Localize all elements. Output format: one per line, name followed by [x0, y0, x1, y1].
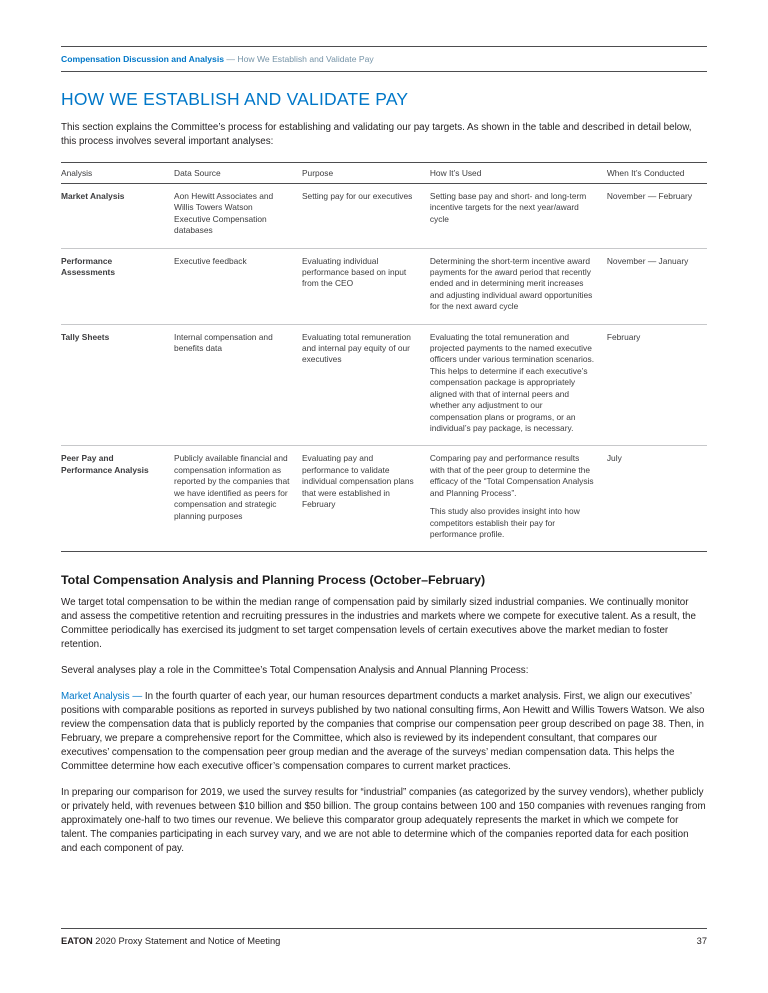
section-paragraph-2: Several analyses play a role in the Committee’s Total Compensation Analysis and Annual Planning Process: — [61, 665, 529, 677]
cell-purpose: Evaluating total remuneration and internal pay equity of our executives — [302, 324, 430, 446]
table-header-row — [61, 162, 707, 183]
market-analysis-paragraph — [61, 690, 707, 774]
cell-data-source: Publicly available financial and compensation information as reported by the companies that we have identified as peers for compensation and strategic planning purposes — [174, 446, 302, 552]
footer-text: 2020 Proxy Statement and Notice of Meeting — [92, 936, 281, 946]
column-header-analysis: Analysis — [61, 162, 174, 183]
page-number: 37 — [696, 936, 707, 946]
cell-how-used — [430, 446, 607, 552]
market-analysis-lead: Market Analysis — — [61, 691, 145, 703]
cell-how-used: Determining the short-term incentive award payments for the award period that recently ended and in determining merit increases and adjusting individual award opportunities for the next award cycle — [430, 248, 607, 324]
intro-paragraph: This section explains the Committee’s process for establishing and validating our pay targets. As shown in the table and described in detail below, this process involves several important analyses: — [61, 122, 692, 147]
cell-purpose: Evaluating individual performance based on input from the CEO — [302, 248, 430, 324]
cell-when: November — January — [607, 248, 707, 324]
section-paragraph-4: In preparing our comparison for 2019, we used the survey results for “industrial” companies (as categorized by the survey vendors), whether publicly or privately held, with revenues between $10 billion and $50 billion. The group contains between 100 and 150 companies with revenues ranging from approximately one-half to two times our revenue. We believe this comparator group adequately represents the market in which we compete for talent. The companies participating in each survey vary, and we are not able to determine which of the companies reported data for each position and each component of pay. — [61, 787, 706, 855]
cell-data-source: Aon Hewitt Associates and Willis Towers Watson Executive Compensation databases — [174, 190, 274, 236]
cell-purpose: Setting pay for our executives — [301, 190, 413, 201]
cell-how-used-paragraph-2: This study also provides insight into how competitors establish their pay for performance profile. — [429, 506, 580, 539]
column-header-data-source: Data Source — [174, 162, 302, 183]
column-header-how-used: How It’s Used — [430, 162, 607, 183]
cell-how-used: Setting base pay and short- and long-term incentive targets for the next year/award cycle — [429, 190, 587, 224]
page-footer — [61, 928, 707, 946]
cell-when: February — [607, 324, 707, 446]
market-analysis-body: In the fourth quarter of each year, our human resources department conducts a market analysis. First, we align our executives’ positions with comparable positions as reported in surveys published by two national consulting firms, Aon Hewitt and Willis Towers Watson. We also review the compensation data that is publicly reported by the companies that comprise our compensation peer group described on page 38. Then, in February, we prepare a comprehensive report for the Committee, which also is reviewed by its independent consultant, that compares our executives’ compensation to the compensation peer group median and the average of the surveys’ median compensation data. This helps the Committee determine how each executive officer’s compensation compares to current market practices. — [61, 691, 705, 773]
column-header-purpose: Purpose — [302, 162, 430, 183]
cell-how-used-paragraph-1: Comparing pay and performance results with that of the peer group to determine the efficacy of the “Total Compensation Analysis and Planning Process”. — [429, 453, 594, 498]
page-content — [61, 46, 707, 856]
breadcrumb-section: Compensation Discussion and Analysis — [61, 54, 224, 64]
cell-when: July — [607, 446, 707, 552]
table-row-tally-sheets — [61, 324, 707, 446]
cell-analysis: Peer Pay and Performance Analysis — [61, 446, 174, 552]
footer-brand: EATON — [61, 936, 93, 946]
analyses-table — [61, 162, 707, 553]
table-row-market-analysis — [61, 183, 707, 248]
cell-when: November — February — [606, 190, 693, 201]
table-row-peer-pay-performance — [61, 446, 707, 552]
footer-left — [61, 936, 280, 946]
section-heading: Total Compensation Analysis and Planning Process (October–February) — [61, 573, 486, 588]
cell-data-source: Internal compensation and benefits data — [174, 324, 302, 446]
breadcrumb — [61, 46, 707, 72]
table-row-performance-assessments — [61, 248, 707, 324]
column-header-when-conducted: When It’s Conducted — [607, 162, 707, 183]
cell-analysis: Performance Assessments — [61, 248, 174, 324]
cell-data-source: Executive feedback — [174, 248, 302, 324]
cell-analysis: Tally Sheets — [61, 324, 174, 446]
page-title: HOW WE ESTABLISH AND VALIDATE PAY — [61, 89, 409, 109]
breadcrumb-subsection: — How We Establish and Validate Pay — [224, 54, 374, 64]
cell-purpose: Evaluating pay and performance to validate individual compensation plans that were established in February — [302, 446, 430, 552]
cell-analysis: Market Analysis — [61, 190, 125, 201]
section-paragraph-1: We target total compensation to be within the median range of compensation paid by similarly sized industrial companies. We continually monitor and assess the competitive retention and recruiting pressures in the industries and markets where we compete for executive talent. As a result, the Committee periodically has exercised its judgment to set target compensation levels of certain executives above the market median to foster retention. — [61, 597, 696, 651]
cell-how-used: Evaluating the total remuneration and projected payments to the named executive officers under various termination scenarios. This helps to determine if each executive’s compensation package is appropriately aligned with that of internal peers and whether any adjustment to our compensation plans or programs, or an individual’s pay package, is necessary. — [430, 324, 607, 446]
